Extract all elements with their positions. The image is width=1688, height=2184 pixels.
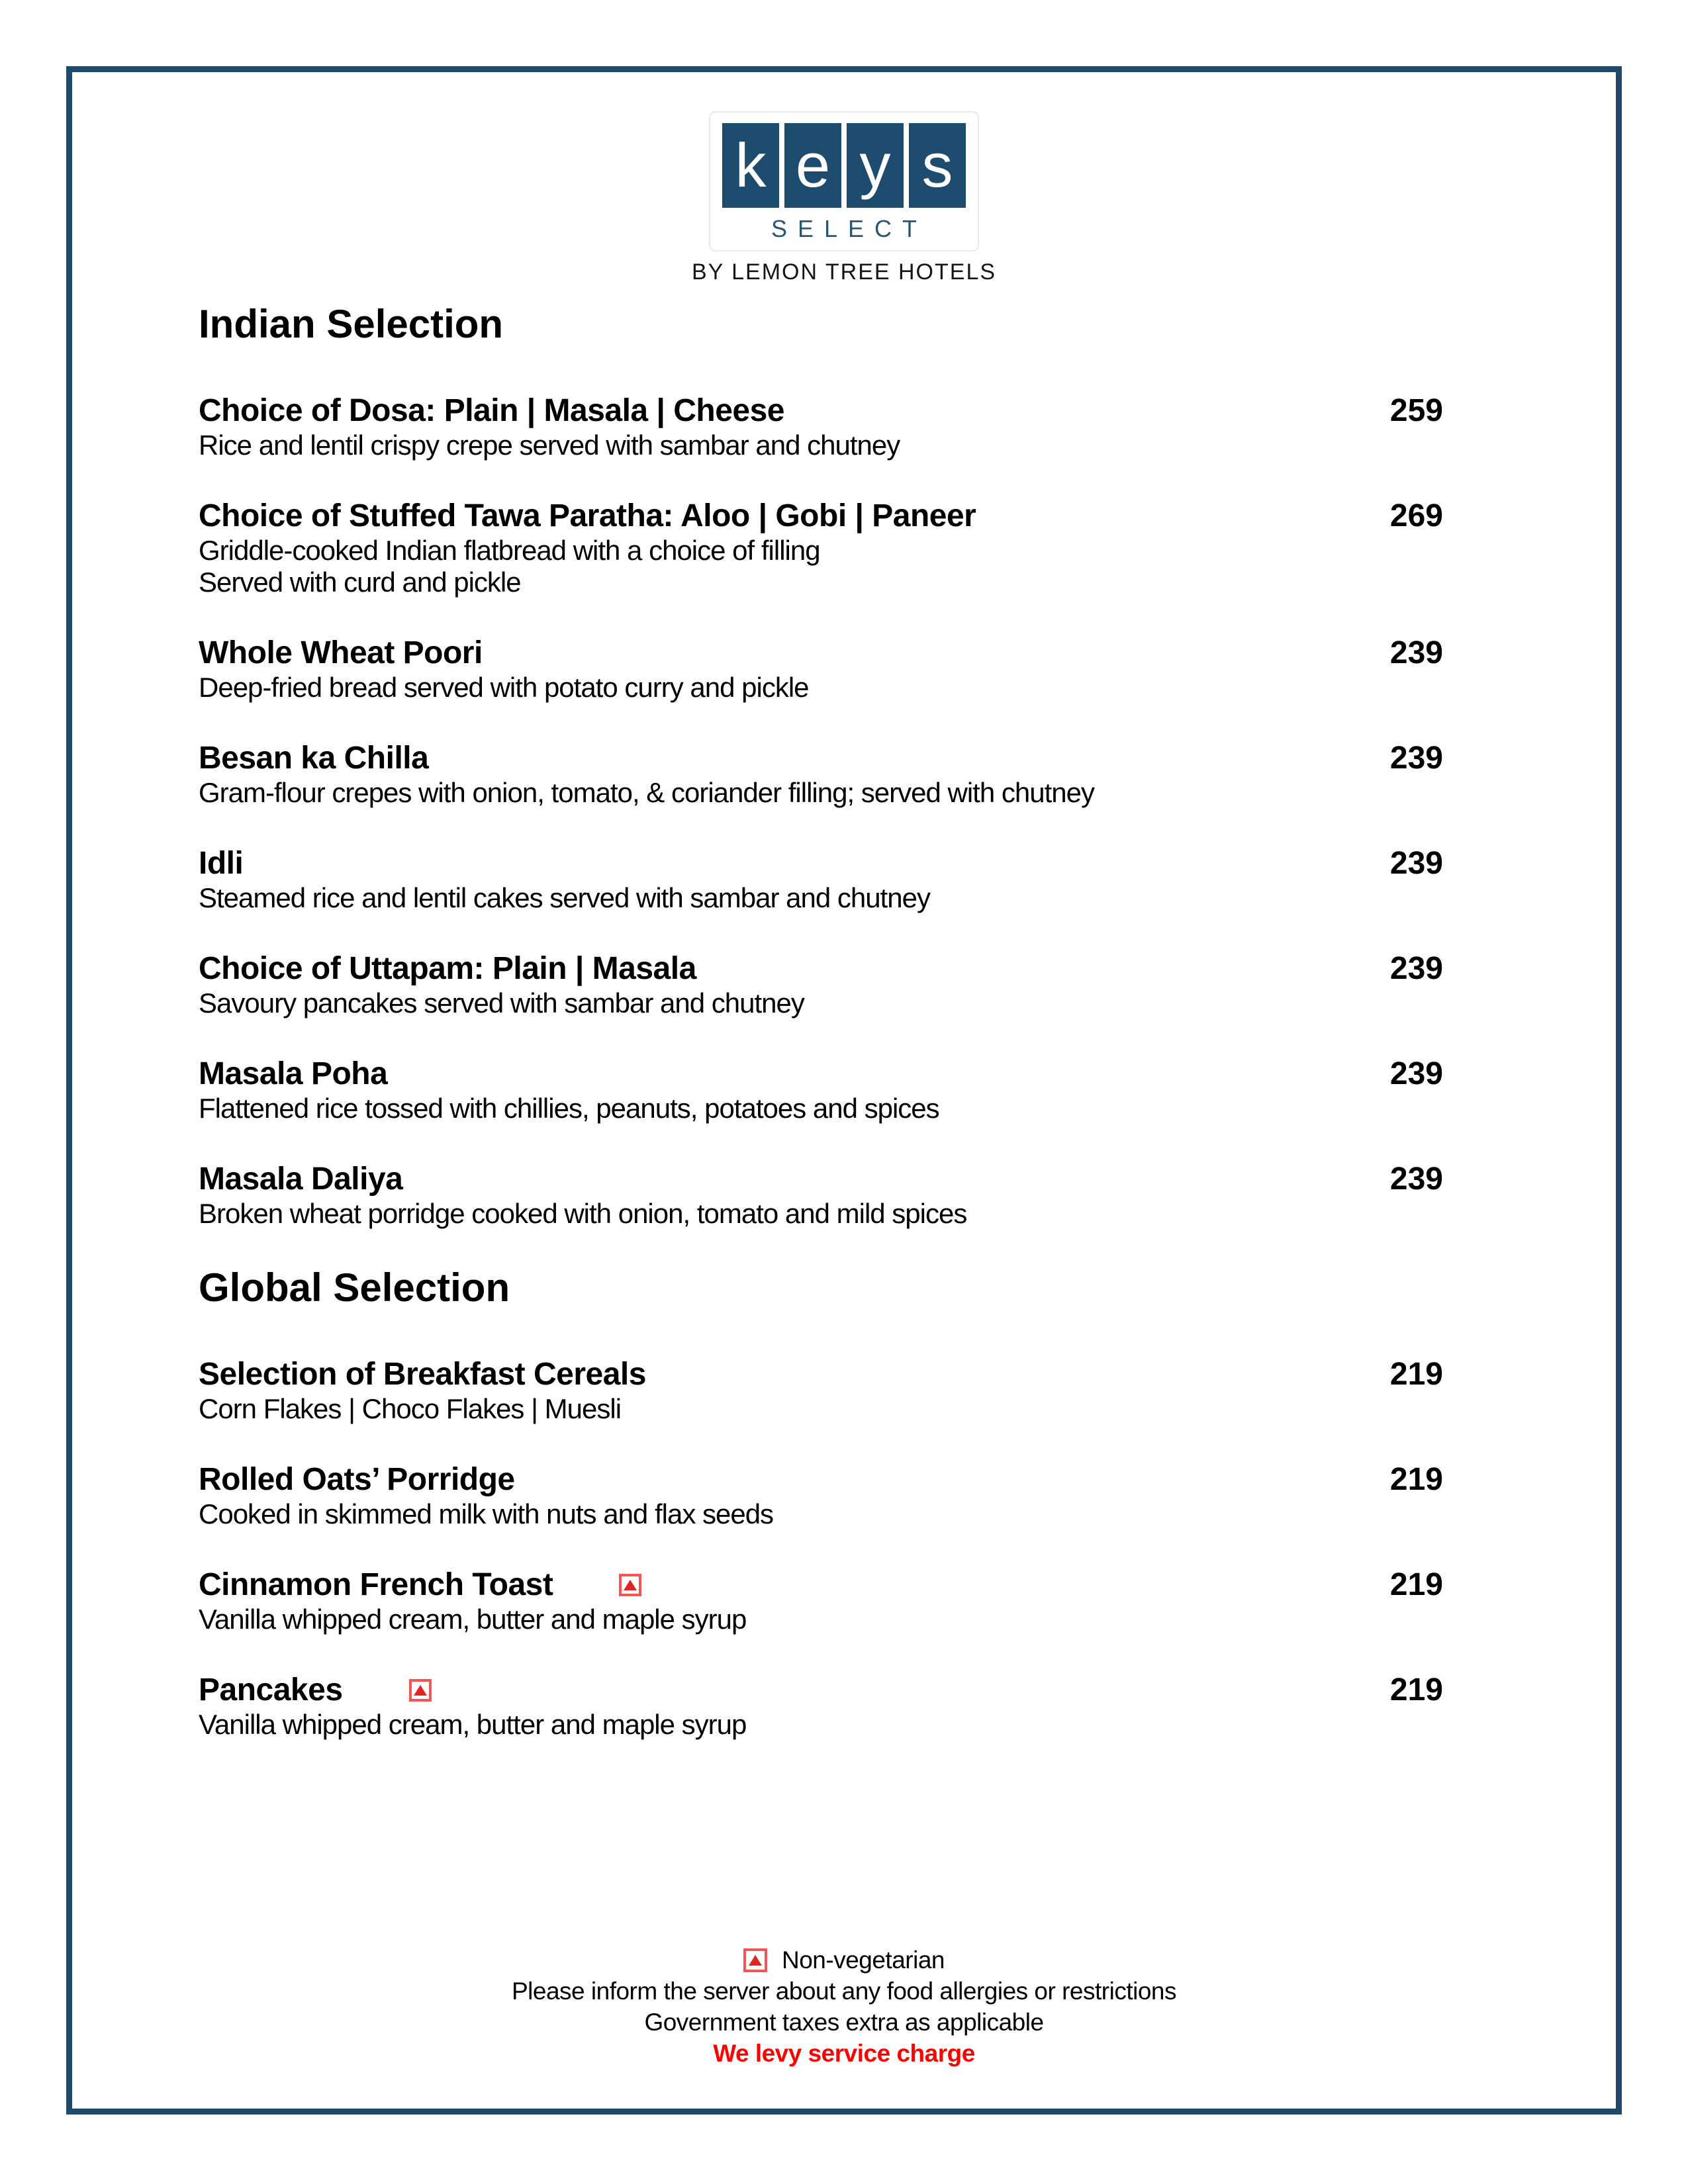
item-name: Masala Poha [199,1056,388,1091]
item-price: 239 [1389,950,1443,986]
item-price: 219 [1389,1461,1443,1497]
item-desc-line: Vanilla whipped cream, butter and maple syrup [199,1708,747,1740]
section-title: Global Selection [199,1265,510,1310]
menu-content [199,302,1443,1741]
item-header [199,1672,1443,1709]
item-descriptions [199,777,1443,809]
item-descriptions [199,882,1443,914]
item-price: 219 [1389,1567,1443,1602]
item-name-wrap [199,635,483,672]
item-price: 239 [1389,1161,1443,1197]
item-name: Selection of Breakfast Cereals [199,1356,646,1392]
non-veg-legend-label: Non-vegetarian [782,1946,945,1974]
non-veg-icon [619,1574,641,1596]
item-desc-line: Flattened rice tossed with chillies, peanuts, potatoes and spices [199,1092,939,1124]
item-price: 239 [1389,740,1443,776]
menu-item [199,950,1443,1019]
item-name: Cinnamon French Toast [199,1567,553,1602]
item-name: Rolled Oats’ Porridge [199,1461,515,1497]
menu-item [199,1161,1443,1230]
item-name-wrap [199,1461,515,1498]
item-header [199,635,1443,672]
item-desc-line: Rice and lentil crispy crepe served with sambar and chutney [199,429,900,461]
logo-letter: y [859,130,891,200]
menu-item [199,845,1443,914]
item-name: Choice of Dosa: Plain | Masala | Cheese [199,392,784,428]
item-descriptions [199,1498,1443,1530]
item-desc-line: Vanilla whipped cream, butter and maple syrup [199,1603,747,1635]
logo-select-label: SELECT [771,215,928,242]
non-veg-triangle-icon [414,1685,427,1696]
item-name: Whole Wheat Poori [199,635,483,670]
item-desc-line: Deep-fried bread served with potato curry and pickle [199,671,809,703]
menu-item [199,740,1443,809]
menu-item [199,1461,1443,1530]
logo-letter-box [909,123,966,208]
item-name: Besan ka Chilla [199,740,429,776]
item-price: 269 [1389,498,1443,533]
item-name: Pancakes [199,1672,343,1707]
logo-letter: s [921,130,953,200]
logo-letter: k [735,130,767,200]
non-veg-icon [409,1679,432,1702]
non-veg-triangle-icon [749,1955,762,1966]
item-header [199,1567,1443,1604]
keys-letter-boxes [722,123,966,208]
item-name-wrap [199,1161,402,1198]
item-descriptions [199,1198,1443,1230]
item-header [199,392,1443,430]
tax-notice: Government taxes extra as applicable [644,2009,1044,2036]
item-name-wrap [199,1672,432,1709]
item-header [199,1461,1443,1498]
logo-letter: e [795,130,831,200]
item-desc-line: Cooked in skimmed milk with nuts and flax seeds [199,1498,774,1529]
item-descriptions [199,987,1443,1019]
item-desc-line: Served with curd and pickle [199,566,521,598]
menu-footer [0,1944,1688,2069]
logo-letter-box [784,123,841,208]
item-price: 239 [1389,1056,1443,1091]
item-desc-line: Corn Flakes | Choco Flakes | Muesli [199,1392,622,1424]
item-header [199,1056,1443,1093]
item-price: 219 [1389,1672,1443,1707]
keys-select-logo [709,111,979,251]
item-name-wrap [199,845,243,882]
item-desc-line: Gram-flour crepes with onion, tomato, & coriander filling; served with chutney [199,776,1094,808]
menu-item [199,1567,1443,1635]
item-name-wrap [199,950,696,987]
menu-section [199,1266,1443,1741]
item-desc-line: Steamed rice and lentil cakes served with sambar and chutney [199,882,930,913]
menu-item [199,1672,1443,1741]
menu-item [199,635,1443,704]
item-descriptions [199,1709,1443,1741]
item-desc-line: Broken wheat porridge cooked with onion, tomato and mild spices [199,1197,967,1229]
item-name-wrap [199,498,976,535]
item-header [199,845,1443,882]
item-name-wrap [199,740,428,777]
item-descriptions [199,1093,1443,1124]
logo-letter-box [847,123,904,208]
brand-byline: BY LEMON TREE HOTELS [691,259,997,285]
item-header [199,1356,1443,1393]
menu-item [199,392,1443,461]
item-name-wrap [199,392,784,430]
item-price: 219 [1389,1356,1443,1392]
item-descriptions [199,1393,1443,1425]
item-price: 259 [1389,392,1443,428]
item-descriptions [199,430,1443,461]
menu-item [199,1356,1443,1425]
item-descriptions [199,1604,1443,1635]
item-descriptions [199,672,1443,704]
item-price: 239 [1389,635,1443,670]
item-name: Choice of Uttapam: Plain | Masala [199,950,696,986]
section-items [199,1356,1443,1741]
item-name-wrap [199,1056,387,1093]
item-desc-line: Savoury pancakes served with sambar and chutney [199,987,804,1019]
item-name-wrap [199,1567,641,1604]
logo-letter-box [722,123,779,208]
item-header [199,950,1443,987]
menu-item [199,498,1443,598]
menu-item [199,1056,1443,1124]
item-name: Choice of Stuffed Tawa Paratha: Aloo | Gobi | Paneer [199,498,976,533]
service-charge-notice: We levy service charge [713,2040,975,2067]
item-desc-line: Griddle-cooked Indian flatbread with a choice of filling [199,534,820,566]
item-header [199,1161,1443,1198]
allergy-notice: Please inform the server about any food allergies or restrictions [511,1978,1176,2005]
non-veg-legend [0,1944,1688,1976]
item-header [199,498,1443,535]
brand-logo [0,0,1688,285]
section-items [199,392,1443,1230]
item-name-wrap [199,1356,646,1393]
menu-section [199,302,1443,1230]
non-veg-triangle-icon [624,1580,637,1590]
section-title: Indian Selection [199,301,504,346]
item-descriptions [199,535,1443,598]
item-header [199,740,1443,777]
item-price: 239 [1389,845,1443,881]
item-name: Masala Daliya [199,1161,403,1197]
item-name: Idli [199,845,244,881]
non-veg-icon [743,1948,767,1972]
